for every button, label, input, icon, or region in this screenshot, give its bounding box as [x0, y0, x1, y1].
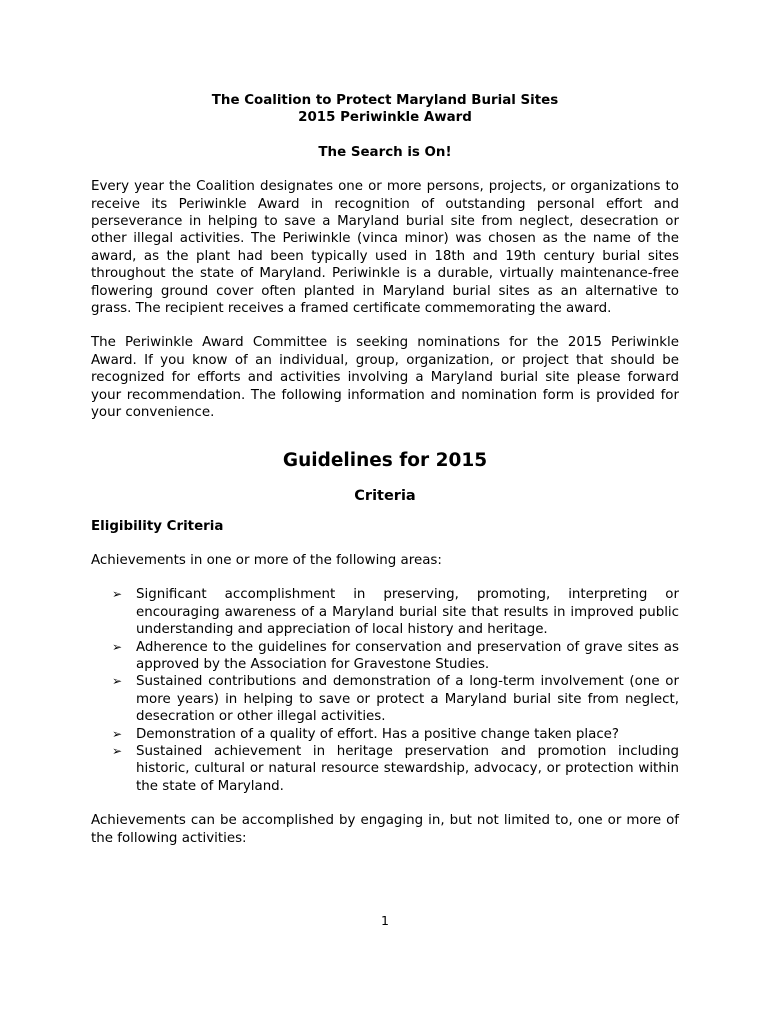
- list-item: [112, 586, 679, 638]
- criteria-list: [91, 586, 679, 795]
- document-award-title: 2015 Periwinkle Award: [298, 110, 472, 126]
- list-item: [112, 743, 679, 795]
- document-subtitle: The Search is On!: [318, 144, 452, 160]
- list-item: [112, 673, 679, 725]
- arrow-bullet-icon: ➢: [112, 587, 123, 602]
- guidelines-heading: Guidelines for 2015: [282, 449, 488, 471]
- list-item-text: Sustained achievement in heritage preservation and promotion including historic, cultural or natural resource stewardship, advocacy, or protection within the state of Maryland.: [136, 743, 679, 794]
- arrow-bullet-icon: ➢: [112, 743, 123, 758]
- closing-paragraph: Achievements can be accomplished by engaging in, but not limited to, one or more of the following activities:: [91, 813, 679, 846]
- arrow-bullet-icon: ➢: [112, 674, 123, 689]
- document-page: [91, 92, 679, 847]
- list-item-text: Sustained contributions and demonstration of a long-term involvement (one or more years) in helping to save or protect a Maryland burial site from neglect, desecration or other illegal activities.: [136, 674, 679, 725]
- list-item: [112, 726, 679, 743]
- page-number: 1: [381, 913, 389, 928]
- list-item-text: Significant accomplishment in preserving, promoting, interpreting or encouraging awareness of a Maryland burial site that results in improved public understanding and appreciation of local history and heritage.: [136, 587, 679, 638]
- list-item-text: Demonstration of a quality of effort. Has a positive change taken place?: [136, 726, 620, 742]
- arrow-bullet-icon: ➢: [112, 726, 123, 741]
- list-item-text: Adherence to the guidelines for conservation and preservation of grave sites as approved by the Association for Gravestone Studies.: [136, 639, 679, 672]
- list-item: [112, 639, 679, 674]
- document-title: The Coalition to Protect Maryland Burial Sites: [211, 93, 559, 108]
- nomination-paragraph: The Periwinkle Award Committee is seeking nominations for the 2015 Periwinkle Award. If you know of an individual, group, organization, or project that should be recognized for efforts and activities involving a Maryland burial site please forward your recommendation. The following information and nomination form is provided for your convenience.: [91, 335, 679, 421]
- arrow-bullet-icon: ➢: [112, 639, 123, 654]
- eligibility-heading: Eligibility Criteria: [91, 518, 224, 534]
- intro-paragraph: Every year the Coalition designates one or more persons, projects, or organizations to receive its Periwinkle Award in recognition of outstanding personal effort and perseverance in helping to save a Maryland burial site from neglect, desecration or other illegal activities. The Periwinkle (vinca minor) was chosen as the name of the award, as the plant had been typically used in 18th and 19th century burial sites throughout the state of Maryland. Periwinkle is a durable, virtually maintenance-free flowering ground cover often planted in Maryland burial sites as an alternative to grass. The recipient receives a framed certificate commemorating the award.: [91, 179, 679, 317]
- criteria-heading: Criteria: [354, 487, 416, 504]
- areas-intro: Achievements in one or more of the following areas:: [91, 552, 442, 568]
